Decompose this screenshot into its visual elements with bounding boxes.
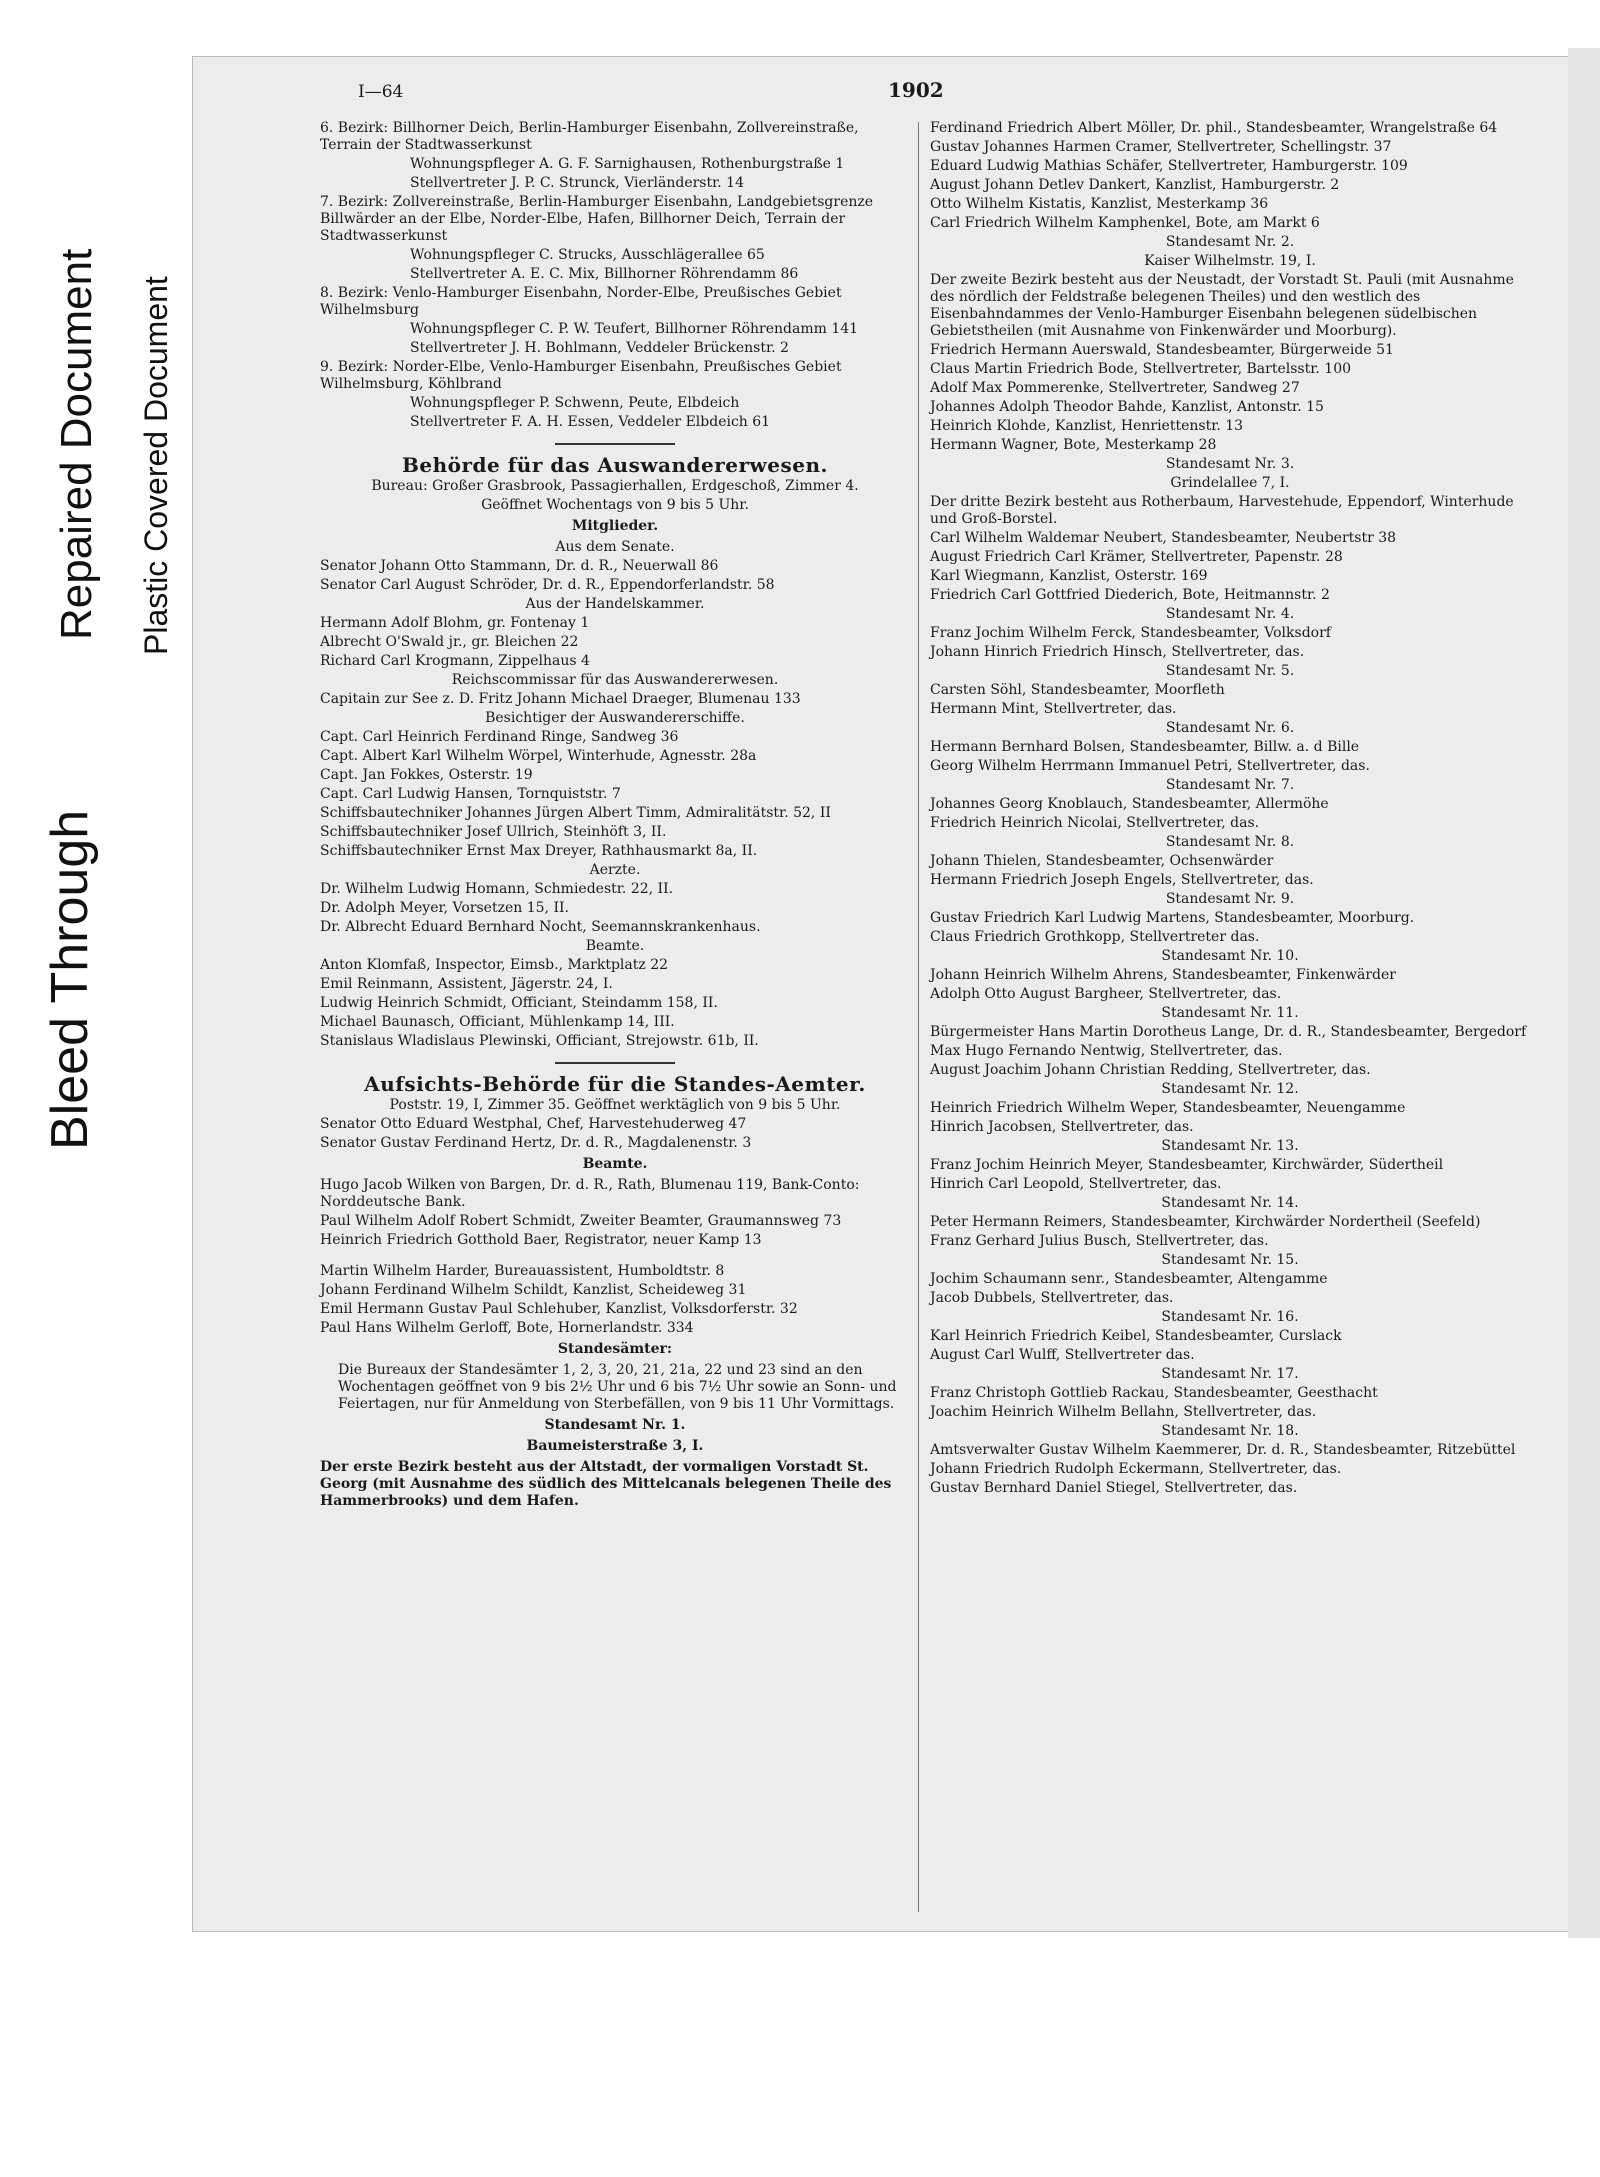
besicht-heading: Besichtiger der Auswandererschiffe. xyxy=(485,710,745,726)
official-entry: Carl Friedrich Wilhelm Kamphenkel, Bote, am Markt 6 xyxy=(930,215,1320,231)
bezirk-entry: 7. Bezirk: Zollvereinstraße, Berlin-Hamburger Eisenbahn, Landgebietsgrenze Billwärder an der Elbe, Norder-Elbe, Hafen, Billhorner Deich, Terrain der Stadtwasserkunst xyxy=(320,194,874,244)
document-page xyxy=(300,80,1550,1920)
official-entry: Otto Wilhelm Kistatis, Kanzlist, Mesterkamp 36 xyxy=(930,196,1269,212)
standesamt-2-address: Kaiser Wilhelmstr. 19, I. xyxy=(1144,253,1316,269)
member-entry: Paul Wilhelm Adolf Robert Schmidt, Zweiter Beamter, Graumannsweg 73 xyxy=(320,1213,842,1229)
official-entry: Joachim Heinrich Wilhelm Bellahn, Stellvertreter, das. xyxy=(930,1404,1317,1420)
official-entry: Hermann Bernhard Bolsen, Standesbeamter, Billw. a. d Bille xyxy=(930,739,1360,755)
official-entry: Peter Hermann Reimers, Standesbeamter, Kirchwärder Nordertheil (Seefeld) xyxy=(930,1214,1481,1230)
bezirk-entry: Stellvertreter A. E. C. Mix, Billhorner Röhrendamm 86 xyxy=(410,266,799,282)
member-entry: Albrecht O'Swald jr., gr. Bleichen 22 xyxy=(320,634,579,650)
official-entry: August Friedrich Carl Krämer, Stellvertreter, Papenstr. 28 xyxy=(930,549,1343,565)
official-entry: August Johann Detlev Dankert, Kanzlist, Hamburgerstr. 2 xyxy=(930,177,1340,193)
official-entry: Johann Friedrich Rudolph Eckermann, Stellvertreter, das. xyxy=(930,1461,1342,1477)
official-entry: Franz Jochim Wilhelm Ferck, Standesbeamter, Volksdorf xyxy=(930,625,1331,641)
auswanderer-bureau: Bureau: Großer Grasbrook, Passagierhallen, Erdgeschoß, Zimmer 4. xyxy=(371,478,859,494)
aerzte-heading: Aerzte. xyxy=(589,862,641,878)
member-entry: Dr. Albrecht Eduard Bernhard Nocht, Seemannskrankenhaus. xyxy=(320,919,761,935)
standesamt-heading: Standesamt Nr. 13. xyxy=(1161,1138,1299,1154)
column-divider xyxy=(918,122,919,1912)
official-entry: Ferdinand Friedrich Albert Möller, Dr. phil., Standesbeamter, Wrangelstraße 64 xyxy=(930,120,1498,136)
bezirk-entry: Stellvertreter J. H. Bohlmann, Veddeler Brückenstr. 2 xyxy=(410,340,789,356)
official-entry: Claus Friedrich Grothkopp, Stellvertreter das. xyxy=(930,929,1260,945)
member-entry: Schiffsbautechniker Johannes Jürgen Albert Timm, Admiralitätstr. 52, II xyxy=(320,805,831,821)
standesamt-heading: Standesamt Nr. 4. xyxy=(1165,606,1295,622)
member-entry: Senator Johann Otto Stammann, Dr. d. R., Neuerwall 86 xyxy=(320,558,719,574)
standesamt-1-text: Der erste Bezirk besteht aus der Altstadt, der vormaligen Vorstadt St. Georg (mit Ausnahme des südlich des Mittelcanals belegenen Theile des Hammerbrooks) und dem Hafen. xyxy=(320,1459,892,1509)
official-entry: Johannes Georg Knoblauch, Standesbeamter, Allermöhe xyxy=(930,796,1329,812)
bezirk-entry: Stellvertreter F. A. H. Essen, Veddeler Elbdeich 61 xyxy=(410,414,771,430)
standesamt-2-heading: Standesamt Nr. 2. xyxy=(1165,234,1295,250)
member-entry: Capt. Albert Karl Wilhelm Wörpel, Winterhude, Agnesstr. 28a xyxy=(320,748,757,764)
official-entry: Franz Christoph Gottlieb Rackau, Standesbeamter, Geesthacht xyxy=(930,1385,1378,1401)
section-rule xyxy=(555,1062,675,1064)
official-entry: Johann Hinrich Friedrich Hinsch, Stellvertreter, das. xyxy=(930,644,1305,660)
bezirke-list xyxy=(320,120,910,431)
member-entry: Capt. Jan Fokkes, Osterstr. 19 xyxy=(320,767,533,783)
official-entry: Hermann Mint, Stellvertreter, das. xyxy=(930,701,1177,717)
standesamt-heading: Standesamt Nr. 9. xyxy=(1165,891,1295,907)
official-entry: Franz Jochim Heinrich Meyer, Standesbeamter, Kirchwärder, Süderthеil xyxy=(930,1157,1444,1173)
bezirk-entry: 9. Bezirk: Norder-Elbe, Venlo-Hamburger Eisenbahn, Preußisches Gebiet Wilhelmsburg, Köhlbrand xyxy=(320,359,842,392)
member-entry: Schiffsbautechniker Josef Ullrich, Steinhöft 3, II. xyxy=(320,824,667,840)
repaired-document-label: Repaired Document xyxy=(52,248,101,640)
beamte-heading: Beamte. xyxy=(585,938,645,954)
official-entry: Karl Wiegmann, Kanzlist, Osterstr. 169 xyxy=(930,568,1208,584)
standesamt-3-text: Der dritte Bezirk besteht aus Rotherbaum, Harvestehude, Eppendorf, Winterhude und Groß-Borstel. xyxy=(930,494,1514,527)
member-entry: Capitain zur See z. D. Fritz Johann Michael Draeger, Blumenau 133 xyxy=(320,691,801,707)
bezirk-entry: 8. Bezirk: Venlo-Hamburger Eisenbahn, Norder-Elbe, Preußisches Gebiet Wilhelmsburg xyxy=(320,285,842,318)
standesamt-heading: Standesamt Nr. 14. xyxy=(1161,1195,1299,1211)
standesamt-list xyxy=(930,606,1530,1497)
official-entry: Hermann Wagner, Bote, Mesterkamp 28 xyxy=(930,437,1217,453)
bezirk-entry: 6. Bezirk: Billhorner Deich, Berlin-Hamburger Eisenbahn, Zollvereinstraße, Terrain der Stadtwasserkunst xyxy=(320,120,859,153)
member-entry: Capt. Carl Heinrich Ferdinand Ringe, Sandweg 36 xyxy=(320,729,679,745)
right-column xyxy=(930,120,1530,1499)
standesamt-1-heading: Standesamt Nr. 1. xyxy=(544,1417,686,1433)
member-entry: Martin Wilhelm Harder, Bureauassistent, Humboldtstr. 8 xyxy=(320,1263,725,1279)
standesamt-3-address: Grindelallee 7, I. xyxy=(1170,475,1290,491)
standesamt-heading: Standesamt Nr. 11. xyxy=(1161,1005,1299,1021)
page-header xyxy=(300,80,1550,106)
standesamt-heading: Standesamt Nr. 8. xyxy=(1165,834,1295,850)
member-entry: Paul Hans Wilhelm Gerloff, Bote, Hornerlandstr. 334 xyxy=(320,1320,694,1336)
official-entry: Max Hugo Fernando Nentwig, Stellvertreter, das. xyxy=(930,1043,1283,1059)
member-entry: Hermann Adolf Blohm, gr. Fontenay 1 xyxy=(320,615,590,631)
standesamt-1-address: Baumeisterstraße 3, I. xyxy=(526,1438,704,1454)
official-entry: Adolf Max Pommerenke, Stellvertreter, Sandweg 27 xyxy=(930,380,1300,396)
standesamt-heading: Standesamt Nr. 5. xyxy=(1165,663,1295,679)
member-entry: Johann Ferdinand Wilhelm Schildt, Kanzlist, Scheideweg 31 xyxy=(320,1282,747,1298)
member-entry: Heinrich Friedrich Gotthold Baer, Registrator, neuer Kamp 13 xyxy=(320,1232,762,1248)
kammer-heading: Aus der Handelskammer. xyxy=(525,596,705,612)
official-entry: Gustav Friedrich Karl Ludwig Martens, Standesbeamter, Moorburg. xyxy=(930,910,1415,926)
standesamt-heading: Standesamt Nr. 16. xyxy=(1161,1309,1299,1325)
standesaemter-text: Die Bureaux der Standesämter 1, 2, 3, 20, 21, 21a, 22 und 23 sind an den Wochentagen geöffnet von 9 bis 2½ Uhr und 6 bis 7½ Uhr sowie an Sonn- und Feiertagen, nur für Anmeldung von Sterbefällen, von 9 bis 11 Uhr Vormittags. xyxy=(338,1362,897,1412)
mitglieder-heading: Mitglieder. xyxy=(571,518,659,534)
standesamt-heading: Standesamt Nr. 7. xyxy=(1165,777,1295,793)
official-entry: Friedrich Carl Gottfried Diederich, Bote, Heitmannstr. 2 xyxy=(930,587,1330,603)
official-entry: Amtsverwalter Gustav Wilhelm Kaemmerer, Dr. d. R., Standesbeamter, Ritzebüttel xyxy=(930,1442,1516,1458)
member-entry: Capt. Carl Ludwig Hansen, Tornquiststr. 7 xyxy=(320,786,621,802)
auswanderer-hours: Geöffnet Wochentags von 9 bis 5 Uhr. xyxy=(481,497,749,513)
official-entry: Friedrich Hermann Auerswald, Standesbeamter, Bürgerweide 51 xyxy=(930,342,1394,358)
official-entry: Carsten Söhl, Standesbeamter, Moorfleth xyxy=(930,682,1225,698)
bezirk-entry: Wohnungspfleger C. P. W. Teufert, Billhorner Röhrendamm 141 xyxy=(410,321,859,337)
member-entry: Senator Carl August Schröder, Dr. d. R., Eppendorferlandstr. 58 xyxy=(320,577,775,593)
standesamt-2-text: Der zweite Bezirk besteht aus der Neustadt, der Vorstadt St. Pauli (mit Ausnahme des nördlich der Feldstraße belegenen Theiles) und den westlich des Eisenbahndammes der Venlo-Hamburger Eisenbahn belegenen südelbischen Gebietstheilen (mit Ausnahme von Finkenwärder und Moorburg). xyxy=(930,272,1514,339)
official-entry: Adolph Otto August Bargheer, Stellvertreter, das. xyxy=(930,986,1282,1002)
official-entry: August Joachim Johann Christian Redding, Stellvertreter, das. xyxy=(930,1062,1371,1078)
standesamt-heading: Standesamt Nr. 6. xyxy=(1165,720,1295,736)
bezirk-entry: Wohnungspfleger P. Schwenn, Peute, Elbdeich xyxy=(410,395,740,411)
standesamt-heading: Standesamt Nr. 18. xyxy=(1161,1423,1299,1439)
official-entry: Jacob Dubbels, Stellvertreter, das. xyxy=(930,1290,1174,1306)
official-entry: Jochim Schaumann senr., Standesbeamter, Altengamme xyxy=(930,1271,1328,1287)
left-column xyxy=(320,120,910,1512)
official-entry: Johann Thielen, Standesbeamter, Ochsenwärder xyxy=(930,853,1274,869)
official-entry: Hermann Friedrich Joseph Engels, Stellvertreter, das. xyxy=(930,872,1314,888)
standesamt-heading: Standesamt Nr. 17. xyxy=(1161,1366,1299,1382)
sheet-edge xyxy=(1568,48,1600,1938)
page-number: I—64 xyxy=(358,82,404,102)
official-entry: Friedrich Heinrich Nicolai, Stellvertreter, das. xyxy=(930,815,1260,831)
member-entry: Dr. Adolph Meyer, Vorsetzen 15, II. xyxy=(320,900,569,916)
reich-heading: Reichscommissar für das Auswandererwesen. xyxy=(451,672,779,688)
official-entry: Heinrich Klohde, Kanzlist, Henriettenstr. 13 xyxy=(930,418,1244,434)
member-entry: Emil Reinmann, Assistent, Jägerstr. 24, I. xyxy=(320,976,613,992)
standesamt-3-heading: Standesamt Nr. 3. xyxy=(1165,456,1295,472)
standesamt-heading: Standesamt Nr. 10. xyxy=(1161,948,1299,964)
bezirk-entry: Wohnungspfleger C. Strucks, Ausschlägerallee 65 xyxy=(410,247,765,263)
official-entry: Franz Gerhard Julius Busch, Stellvertreter, das. xyxy=(930,1233,1269,1249)
member-entry: Emil Hermann Gustav Paul Schlehuber, Kanzlist, Volksdorferstr. 32 xyxy=(320,1301,798,1317)
section-rule xyxy=(555,443,675,445)
bezirk-entry: Stellvertreter J. P. C. Strunck, Vierländerstr. 14 xyxy=(410,175,744,191)
page-year: 1902 xyxy=(888,78,944,102)
official-entry: Eduard Ludwig Mathias Schäfer, Stellvertreter, Hamburgerstr. 109 xyxy=(930,158,1408,174)
official-entry: Johann Heinrich Wilhelm Ahrens, Standesbeamter, Finkenwärder xyxy=(930,967,1396,983)
official-entry: Johannes Adolph Theodor Bahde, Kanzlist, Antonstr. 15 xyxy=(930,399,1324,415)
standesaemter-heading: Standesämter: xyxy=(557,1341,673,1357)
aufsicht-beamte-heading: Beamte. xyxy=(582,1156,648,1172)
official-entry: Gustav Johannes Harmen Cramer, Stellvertreter, Schellingstr. 37 xyxy=(930,139,1392,155)
official-entry: Gustav Bernhard Daniel Stiegel, Stellvertreter, das. xyxy=(930,1480,1298,1496)
official-entry: Hinrich Jacobsen, Stellvertreter, das. xyxy=(930,1119,1194,1135)
member-entry: Senator Otto Eduard Westphal, Chef, Harvestehuderweg 47 xyxy=(320,1116,747,1132)
aufsicht-address: Poststr. 19, I, Zimmer 35. Geöffnet werktäglich von 9 bis 5 Uhr. xyxy=(389,1097,841,1113)
member-entry: Anton Klomfaß, Inspector, Eimsb., Marktplatz 22 xyxy=(320,957,669,973)
member-entry: Ludwig Heinrich Schmidt, Officiant, Steindamm 158, II. xyxy=(320,995,718,1011)
margin-labels xyxy=(0,0,190,2177)
official-entry: Hinrich Carl Leopold, Stellvertreter, das. xyxy=(930,1176,1222,1192)
standesamt-heading: Standesamt Nr. 15. xyxy=(1161,1252,1299,1268)
official-entry: Carl Wilhelm Waldemar Neubert, Standesbeamter, Neubertstr 38 xyxy=(930,530,1397,546)
bleed-through-label: Bleed Through xyxy=(41,809,99,1150)
standesamt-heading: Standesamt Nr. 12. xyxy=(1161,1081,1299,1097)
official-entry: Heinrich Friedrich Wilhelm Weper, Standesbeamter, Neuengamme xyxy=(930,1100,1406,1116)
member-entry: Senator Gustav Ferdinand Hertz, Dr. d. R., Magdalenenstr. 3 xyxy=(320,1135,752,1151)
member-entry: Schiffsbautechniker Ernst Max Dreyer, Rathhausmarkt 8a, II. xyxy=(320,843,758,859)
member-entry: Richard Carl Krogmann, Zippelhaus 4 xyxy=(320,653,590,669)
plastic-covered-label: Plastic Covered Document xyxy=(138,276,174,655)
member-entry: Michael Baunasch, Officiant, Mühlenkamp 14, III. xyxy=(320,1014,675,1030)
official-entry: Claus Martin Friedrich Bode, Stellvertreter, Bartelsstr. 100 xyxy=(930,361,1352,377)
official-entry: August Carl Wulff, Stellvertreter das. xyxy=(930,1347,1195,1363)
member-entry: Dr. Wilhelm Ludwig Homann, Schmiedestr. 22, II. xyxy=(320,881,674,897)
official-entry: Karl Heinrich Friedrich Keibel, Standesbeamter, Curslack xyxy=(930,1328,1342,1344)
auswanderer-title: Behörde für das Auswandererwesen. xyxy=(401,453,828,477)
official-entry: Georg Wilhelm Herrmann Immanuel Petri, Stellvertreter, das. xyxy=(930,758,1370,774)
bezirk-entry: Wohnungspfleger A. G. F. Sarnighausen, Rothenburgstraße 1 xyxy=(410,156,845,172)
aufsicht-title: Aufsichts-Behörde für die Standes-Aemter. xyxy=(364,1072,866,1096)
member-entry: Hugo Jacob Wilken von Bargen, Dr. d. R., Rath, Blumenau 119, Bank-Conto: Norddeutsche Bank. xyxy=(320,1177,860,1210)
senat-heading: Aus dem Senate. xyxy=(555,539,675,555)
member-entry: Stanislaus Wladislaus Plewinski, Officiant, Strejowstr. 61b, II. xyxy=(320,1033,759,1049)
official-entry: Bürgermeister Hans Martin Dorotheus Lange, Dr. d. R., Standesbeamter, Bergedorf xyxy=(930,1024,1527,1040)
